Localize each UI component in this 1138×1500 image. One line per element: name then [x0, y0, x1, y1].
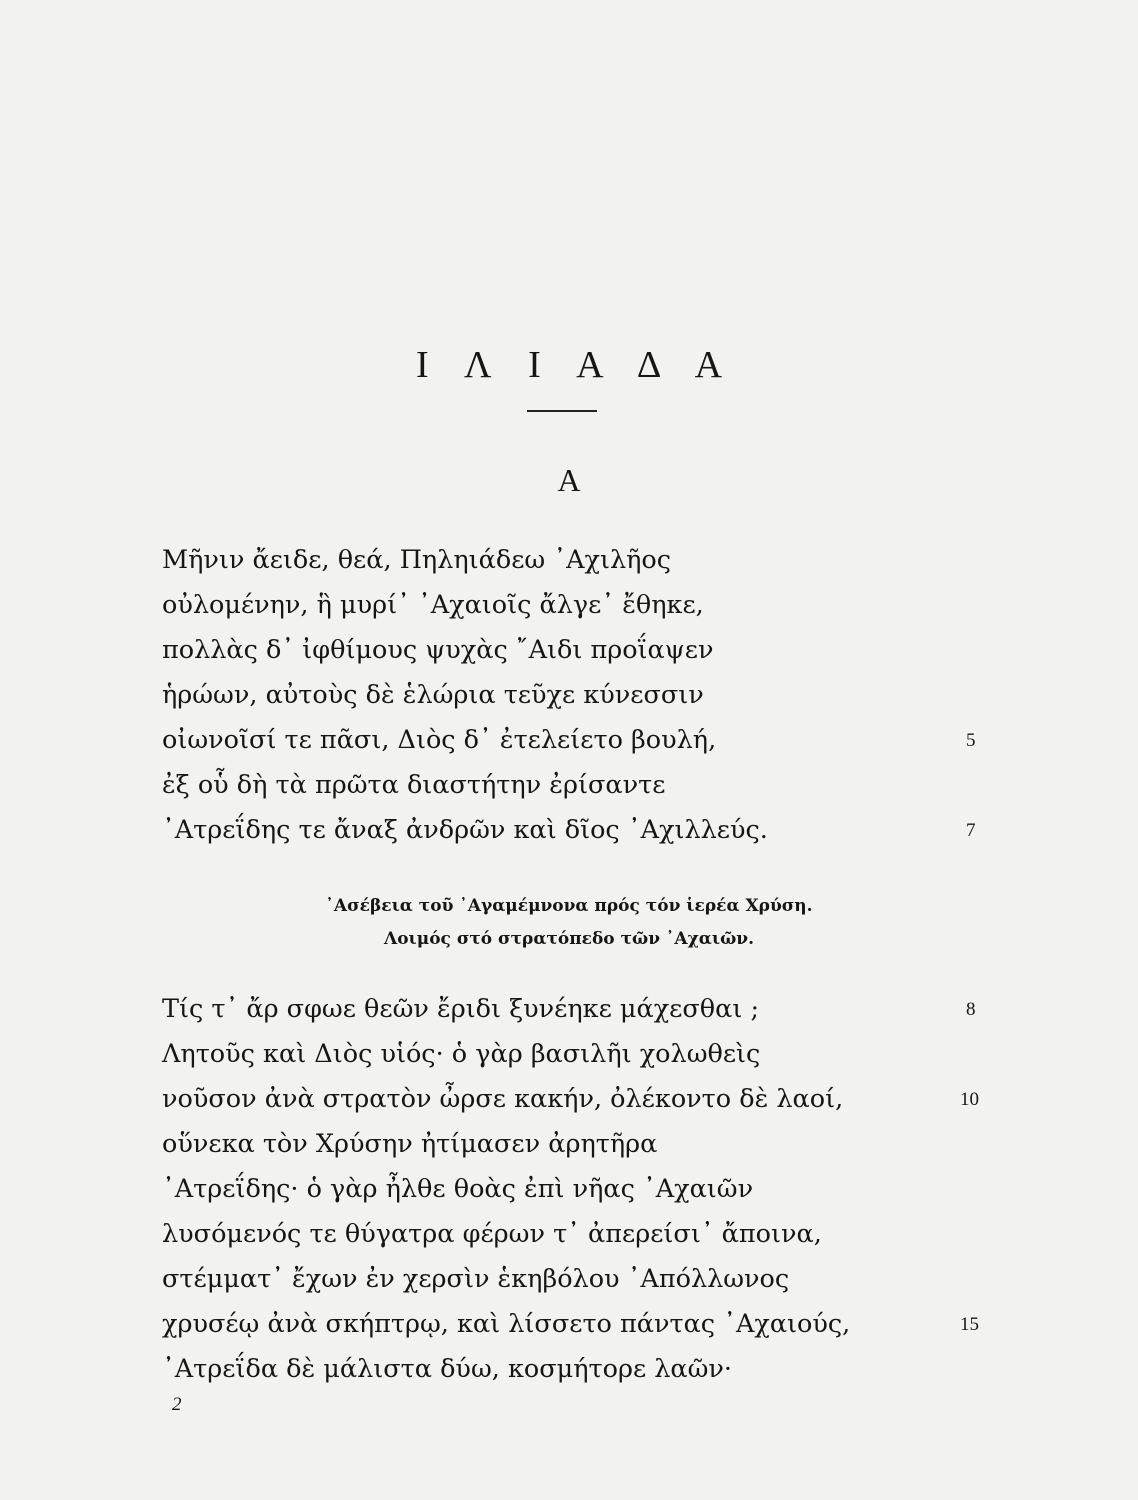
verse-line: ᾿Ατρεΐδα δὲ μάλιστα δύω, κοσμήτορε λαῶν· — [162, 1354, 733, 1384]
page-number: 2 — [172, 1394, 182, 1415]
verse-line: Τίς τ᾿ ἄρ σφωε θεῶν ἔριδι ξυνέηκε μάχεσθαι ; — [162, 994, 760, 1024]
verse-line: ᾿Ατρεΐδης· ὁ γὰρ ἦλθε θοὰς ἐπὶ νῆας ᾿Αχαιῶν — [162, 1174, 754, 1204]
verse-line: χρυσέῳ ἀνὰ σκήπτρῳ, καὶ λίσσετο πάντας ᾿Αχαιούς, — [162, 1309, 851, 1339]
verse-line: οὐλομένην, ἣ μυρί᾿ ᾿Αχαιοῖς ἄλγε᾿ ἔθηκε, — [162, 590, 704, 620]
verse-line: ᾿Ατρεΐδης τε ἄναξ ἀνδρῶν καὶ δῖος ᾿Αχιλλεύς. — [162, 815, 768, 845]
verse-line: Μῆνιν ἄειδε, θεά, Πηληιάδεω ᾿Αχιλῆος — [162, 545, 672, 575]
verse-line: πολλὰς δ᾿ ἰφθίμους ψυχὰς ῎Αιδι προΐαψεν — [162, 635, 714, 665]
line-number: 15 — [960, 1314, 979, 1335]
line-number: 7 — [966, 820, 976, 841]
verse-line: νοῦσον ἀνὰ στρατὸν ὦρσε κακήν, ὀλέκοντο δὲ λαοί, — [162, 1084, 844, 1114]
verse-line: λυσόμενός τε θύγατρα φέρων τ᾿ ἀπερείσι᾿ ἄποινα, — [162, 1219, 822, 1249]
verse-line: ἡρώων, αὐτοὺς δὲ ἑλώρια τεῦχε κύνεσσιν — [162, 680, 704, 710]
verse-line: ἐξ οὗ δὴ τὰ πρῶτα διαστήτην ἐρίσαντε — [162, 770, 666, 800]
verse-line: Λητοῦς καὶ Διὸς υἱός· ὁ γὰρ βασιλῆι χολωθεὶς — [162, 1039, 761, 1069]
verse-line: στέμματ᾿ ἔχων ἐν χερσὶν ἑκηβόλου ᾿Απόλλωνος — [162, 1264, 790, 1294]
book-letter: Α — [557, 462, 581, 498]
line-number: 10 — [960, 1089, 979, 1110]
title-divider — [527, 410, 597, 412]
line-number: 8 — [966, 999, 976, 1020]
line-number: 5 — [966, 730, 976, 751]
section-heading-line-1: ᾿Ασέβεια τοῦ ᾿Αγαμέμνονα πρός τόν ἱερέα Χρύση. — [325, 896, 813, 916]
poem-title: Ι Λ Ι Α Δ Α — [415, 344, 737, 386]
verse-line: οὕνεκα τὸν Χρύσην ἠτίμασεν ἀρητῆρα — [162, 1129, 658, 1159]
verse-line: οἰωνοῖσί τε πᾶσι, Διὸς δ᾿ ἐτελείετο βουλή, — [162, 725, 717, 755]
section-heading-line-2: Λοιμός στό στρατόπεδο τῶν ᾿Αχαιῶν. — [384, 929, 754, 949]
